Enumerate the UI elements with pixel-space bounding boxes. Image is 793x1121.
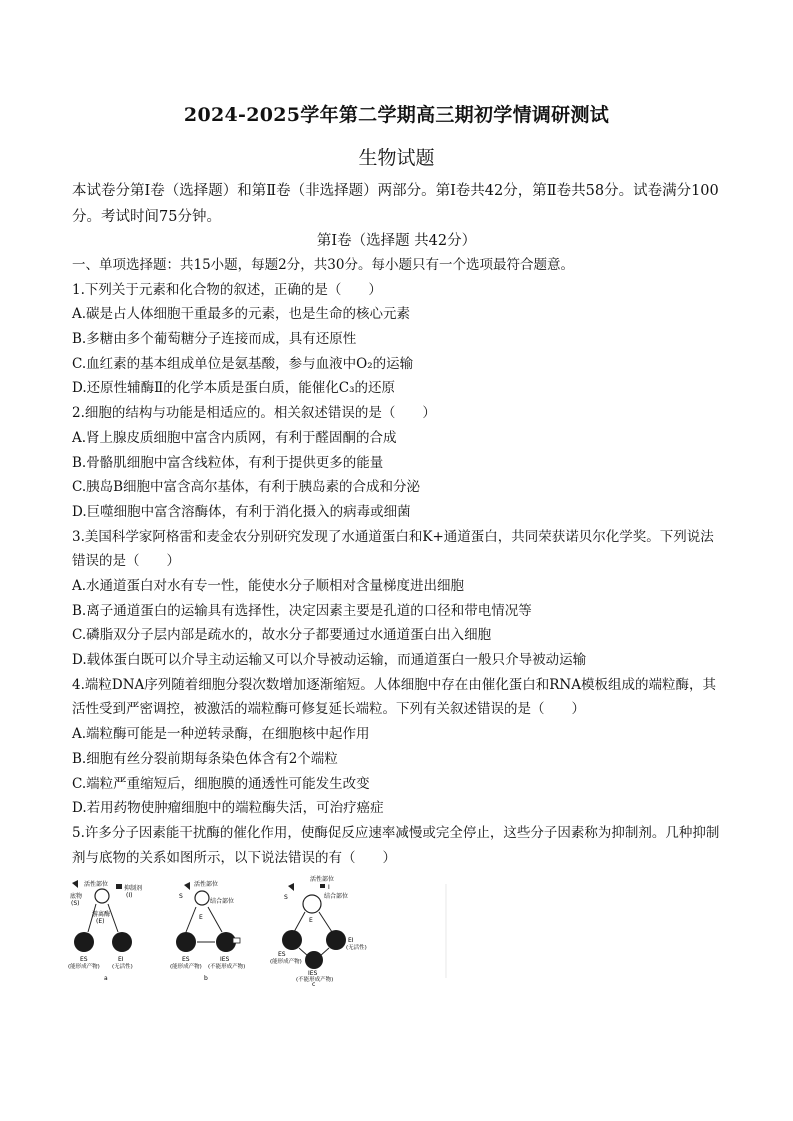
question-3-option-b: B.离子通道蛋白的运输具有选择性，决定因素主要是孔道的口径和带电情况等 [72, 602, 532, 619]
panel-c-substrate-shape [288, 883, 294, 891]
arrow-e-to-es [88, 904, 96, 932]
panel-c-s-label: S [284, 894, 288, 901]
panel-a-letter: a [104, 975, 108, 982]
question-4-option-b: B.细胞有丝分裂前期每条染色体含有2个端粒 [72, 750, 338, 767]
exam-title: 2024-2025学年第二学期高三期初学情调研测试 [183, 104, 610, 126]
panel-a-ei-label: EI [118, 956, 124, 963]
panel-c-arrow-ei-ies [320, 948, 329, 956]
exam-intro: 本试卷分第Ⅰ卷（选择题）和第Ⅱ卷（非选择题）两部分。第Ⅰ卷共42分，第Ⅱ卷共58分。试卷满分100分。考试时间75分钟。 [72, 183, 719, 225]
question-2-option-a: A.肾上腺皮质细胞中富含内质网，有利于醛固酮的合成 [72, 429, 397, 446]
panel-c-letter: c [312, 981, 316, 986]
panel-b-ies-label: IES [220, 956, 230, 963]
part-one-instructions: 一、单项选择题：共15小题，每题2分，共30分。每小题只有一个选项最符合题意。 [72, 257, 574, 273]
panel-a-es-label: ES [80, 956, 88, 963]
panel-c [270, 875, 367, 986]
panel-c-arrow-left [294, 912, 305, 932]
panel-a-substrate-symbol: (S) [71, 900, 80, 907]
question-1-option-c: C.血红素的基本组成单位是氨基酸，参与血液中O₂的运输 [72, 355, 414, 372]
panel-b-arrow-left [186, 907, 196, 932]
question-1-option-d: D.还原性辅酶Ⅱ的化学本质是蛋白质，能催化C₃的还原 [72, 380, 396, 397]
question-1-option-b: B.多糖由多个葡萄糖分子连接而成，具有还原性 [72, 331, 357, 348]
question-3-stem: 3.美国科学家阿格雷和麦金农分别研究发现了水通道蛋白和K+通道蛋白，共同荣获诺贝尔化学奖。下列说法错误的是（ ） [72, 528, 714, 570]
panel-b-letter: b [204, 975, 208, 982]
panel-c-ies-note: (不能形成产物) [296, 977, 334, 983]
panel-b-ies-note: (不能形成产物) [208, 964, 246, 970]
inhibitor-shape [116, 884, 122, 889]
question-2-option-d: D.巨噬细胞中富含溶酶体，有利于消化摄入的病毒或细菌 [72, 503, 411, 520]
panel-c-e-label: E [309, 917, 313, 924]
panel-c-arrow-es-ies [299, 948, 308, 956]
question-1-stem: 1.下列关于元素和化合物的叙述，正确的是（ ） [72, 281, 382, 298]
panel-a [68, 880, 142, 982]
panel-c-arrow-right [319, 912, 332, 932]
panel-c-es-note: (能形成产物) [270, 959, 302, 965]
panel-b-es-note: (能形成产物) [170, 964, 202, 970]
question-2-option-b: B.骨骼肌细胞中富含线粒体，有利于提供更多的能量 [72, 454, 384, 471]
question-2-option-c: C.胰岛B细胞中富含高尔基体，有利于胰岛素的合成和分泌 [72, 479, 421, 496]
panel-c-ies-shape [305, 951, 323, 969]
enzyme-inhibitor-figure [66, 874, 456, 986]
panel-c-active-site-label: 活性部位 [310, 876, 335, 883]
question-5-stem: 5.许多分子因素能干扰酶的催化作用，使酶促反应速率减慢或完全停止，这些分子因素称为抑制剂。几种抑制剂与底物的关系如图所示，以下说法错误的有（ ） [72, 824, 720, 866]
free-enzyme-shape [95, 889, 109, 903]
panel-c-enzyme-shape [303, 895, 321, 913]
panel-b-active-site-label: 活性部位 [194, 881, 219, 888]
question-3-option-c: C.磷脂双分子层内部是疏水的，故水分子都要通过水通道蛋白出入细胞 [72, 627, 492, 644]
panel-b-arrow-right [208, 907, 222, 932]
substrate-shape [72, 880, 78, 888]
panel-b-e-label: E [199, 914, 203, 921]
panel-a-inhibitor-symbol: (I) [126, 892, 133, 899]
panel-c-i-label: I [328, 884, 330, 891]
panel-b [170, 880, 245, 982]
question-3-option-a: A.水通道蛋白对水有专一性，能使水分子顺相对含量梯度进出细胞 [72, 577, 465, 594]
ei-complex-shape [112, 932, 132, 952]
panel-c-ies-label: IES [308, 970, 318, 977]
question-1-option-a: A.碳是占人体细胞干重最多的元素，也是生命的核心元素 [72, 306, 411, 323]
panel-b-substrate-shape [184, 882, 190, 890]
panel-b-s-label: S [179, 893, 183, 900]
question-2-stem: 2.细胞的结构与功能是相适应的。相关叙述错误的是（ ） [72, 405, 436, 422]
panel-c-binding-site-label: 结合部位 [324, 893, 349, 900]
panel-a-enzyme-symbol: (E) [96, 918, 105, 925]
question-4-stem: 4.端粒DNA序列随着细胞分裂次数增加逐渐缩短。人体细胞中存在由催化蛋白和RNA模板组成的端粒酶，其活性受到严密调控，被激活的端粒酶可修复延长端粒。下列有关叙述错误的是（ ） [72, 676, 716, 718]
panel-a-ei-note: (无活性) [112, 964, 133, 970]
panel-c-ei-label: EI [348, 937, 354, 944]
panel-c-es-shape [282, 930, 302, 950]
question-4-option-d: D.若用药物使肿瘤细胞中的端粒酶失活，可治疗癌症 [72, 800, 384, 817]
panel-c-ei-note: (无活性) [346, 945, 367, 951]
section-title: 第Ⅰ卷（选择题 共42分） [316, 233, 477, 249]
panel-a-active-site-label: 活性部位 [84, 881, 109, 888]
panel-a-inhibitor-label: 抑制剂 [124, 885, 143, 892]
exam-subject: 生物试题 [358, 147, 435, 169]
question-3-option-d: D.载体蛋白既可以介导主动运输又可以介导被动运输，而通道蛋白一般只介导被动运输 [72, 652, 587, 669]
panel-c-inhibitor-shape [320, 884, 325, 888]
panel-b-inhibitor-shape [233, 938, 240, 943]
panel-b-enzyme-shape [195, 891, 209, 905]
question-4-option-a: A.端粒酶可能是一种逆转录酶，在细胞核中起作用 [72, 726, 370, 743]
panel-b-es-shape [176, 932, 196, 952]
panel-a-enzyme-label: 游离酶 [92, 911, 111, 918]
panel-b-binding-site-label: 结合部位 [210, 898, 235, 905]
panel-a-substrate-label: 底物 [70, 893, 83, 900]
question-list [72, 253, 722, 870]
panel-c-ei-shape [326, 930, 346, 950]
panel-b-es-label: ES [182, 956, 190, 963]
panel-c-es-label: ES [278, 951, 286, 958]
arrow-e-to-ei [108, 904, 118, 932]
panel-a-es-note: (能形成产物) [68, 964, 100, 970]
es-complex-shape [74, 932, 94, 952]
question-4-option-c: C.端粒严重缩短后，细胞膜的通透性可能发生改变 [72, 775, 370, 792]
